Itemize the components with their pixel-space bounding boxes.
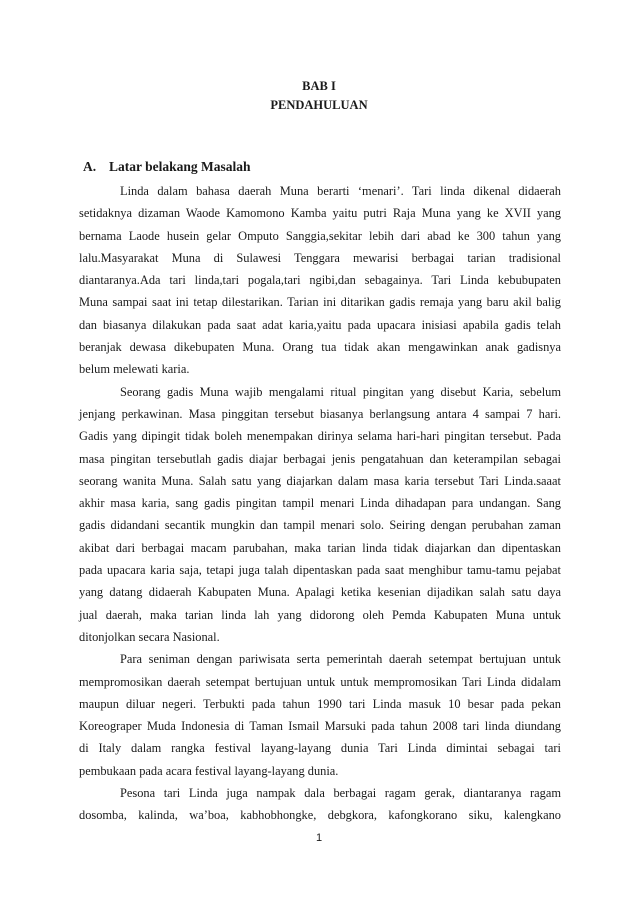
text-line: mempromosikan daerah setempat bertujuan untuk untuk mempromosikan Tari Linda didalam xyxy=(79,674,561,689)
text-line: lalu.Masyarakat Muna di Sulawesi Tenggara mewarisi berbagai tarian tradisional xyxy=(79,250,561,265)
section-number: A. xyxy=(83,159,97,174)
text-line: jenjang perkawinan. Masa pinggitan tersebut biasanya berlangsung antara 4 sampai 7 hari. xyxy=(79,406,561,421)
text-line: gadis didandani secantik mungkin dan tampil menari solo. Seiring dengan perubahan zaman xyxy=(79,518,561,533)
text-line: dosomba, kalinda, wa’boa, kabhobhongke, debgkora, kafongkorano siku, kalengkano xyxy=(79,808,561,823)
body-text xyxy=(79,180,561,827)
text-line: seorang wanita Muna. Salah satu yang diajarkan dalam masa karia tersebut Tari Linda.saaat xyxy=(79,473,561,488)
text-line: di Italy dalam rangka festival layang-layang dunia Tari Linda dimintai sebagai tari xyxy=(79,741,561,756)
text-line: Koreograper Muda Indonesia di Taman Ismail Marsuki pada tahun 2008 tari linda diundang xyxy=(79,719,561,734)
text-line: belum melewati karia. xyxy=(79,362,190,377)
text-line: Pesona tari Linda juga nampak dala berbagai ragam gerak, diantaranya ragam xyxy=(120,786,561,801)
text-line: Seorang gadis Muna wajib mengalami ritual pingitan yang disebut Karia, sebelum xyxy=(120,384,561,399)
page-number: 1 xyxy=(315,832,323,844)
text-line: maupun diluar negeri. Terbukti pada tahun 1990 tari Linda masuk 10 besar pada pekan xyxy=(79,696,561,711)
text-line: Para seniman dengan pariwisata serta pemerintah daerah setempat bertujuan untuk xyxy=(120,652,561,667)
text-line: beranjak dewasa dikebupaten Muna. Orang tua tidak akan mengawinkan anak gadisnya xyxy=(79,340,561,355)
text-line: dan biasanya dilakukan pada saat adat karia,yaitu pada upacara inisiasi apabila gadis telah xyxy=(79,317,561,332)
text-line: akibat dari berbagai macam parubahan, maka tarian linda tidak diajarkan dan dipentaskan xyxy=(79,540,561,555)
text-line: pembukaan pada acara festival layang-layang dunia. xyxy=(79,763,339,778)
chapter-label: BAB I xyxy=(302,79,336,93)
text-line: Muna sampai saat ini tetap dilestarikan. Tarian ini ditarikan gadis remaja yang baru akil balig xyxy=(79,295,561,310)
text-line: diantaranya.Ada tari linda,tari pogala,tari ngibi,dan sebagainya. Tari Linda kebubupaten xyxy=(79,273,561,288)
text-line: Linda dalam bahasa daerah Muna berarti ‘menari’. Tari linda dikenal didaerah xyxy=(120,184,561,198)
text-line: pada upacara karia saja, tetapi juga talah dipentaskan pada saat menghibur tamu-tamu pejabat xyxy=(79,563,561,578)
text-line: yang datang didaerah Kabupaten Muna. Apalagi ketika kesenian dijadikan salah satu daya xyxy=(79,585,561,600)
section-heading xyxy=(83,159,251,175)
text-line: masa pingitan tersebutlah gadis diajar berbagai jenis pengatahuan dan keterampilan sebagai xyxy=(79,451,561,466)
text-line: setidaknya dizaman Waode Kamomono Kamba yaitu putri Raja Muna yang ke XVII yang xyxy=(79,206,561,221)
text-line: Gadis yang dipingit tidak boleh menempakan dirinya selama hari-hari pingitan tersebut. Pada xyxy=(79,429,561,444)
section-title: Latar belakang Masalah xyxy=(109,159,251,174)
text-line: jual daerah, maka tarian linda lah yang didorong oleh Pemda Kabupaten Muna untuk xyxy=(79,607,561,622)
text-line: bernama Laode husein gelar Omputo Sanggia,sekitar lebih dari abad ke 300 tahun yang xyxy=(79,228,561,243)
text-line: ditonjolkan secara Nasional. xyxy=(79,629,220,644)
text-line: akhir masa karia, sang gadis pingitan tampil menari Linda dihadapan para undangan. Sang xyxy=(79,496,561,511)
chapter-title: PENDAHULUAN xyxy=(270,98,368,112)
